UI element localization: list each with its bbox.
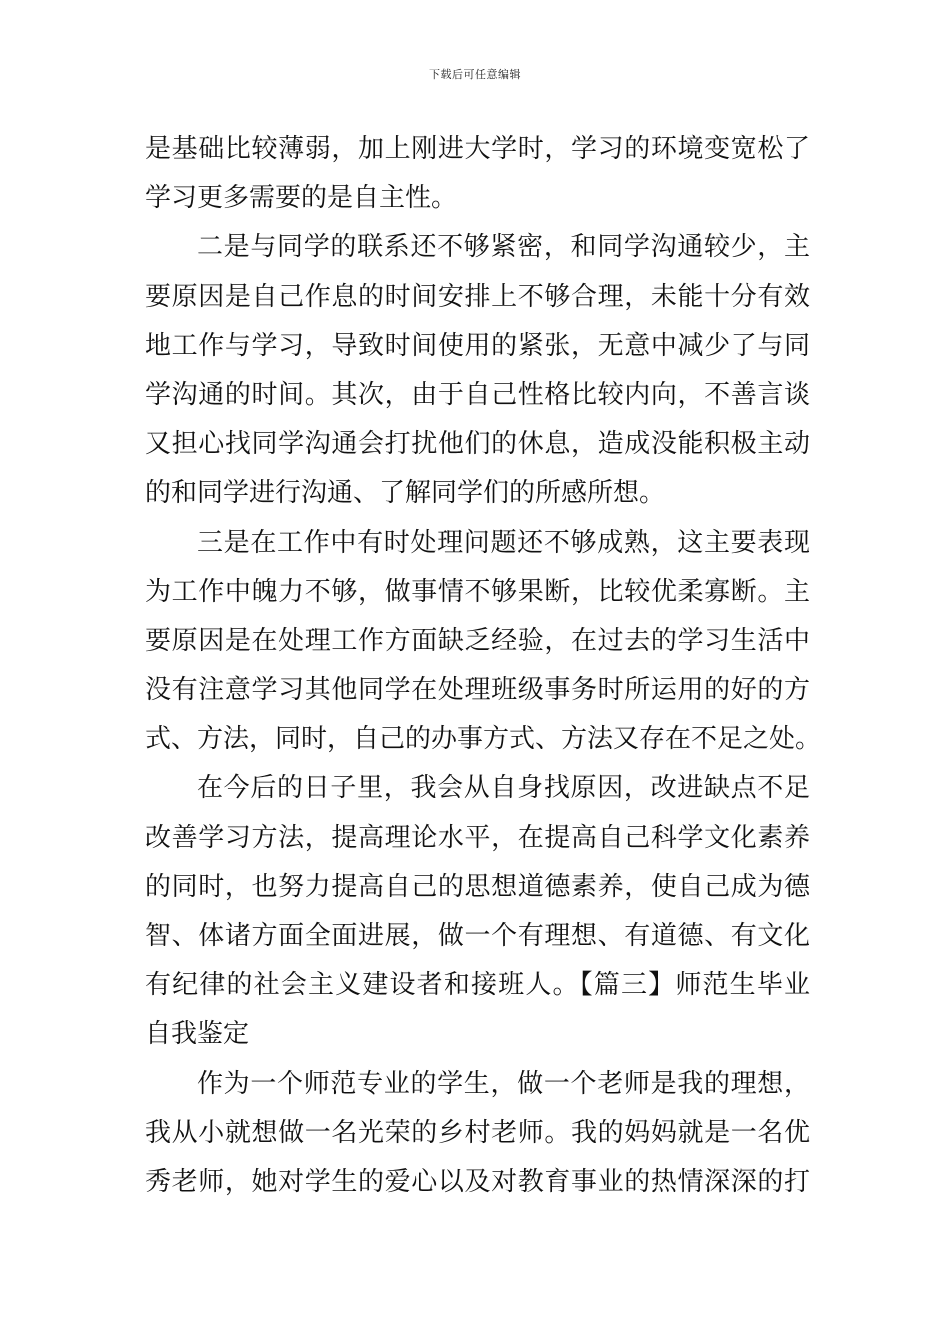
text-line: 作为一个师范专业的学生，做一个老师是我的理想， [197, 1068, 810, 1099]
text-line: 的同时，也努力提高自己的思想道德素养，使自己成为德 [145, 871, 810, 902]
text-line: 为工作中魄力不够，做事情不够果断，比较优柔寡断。主 [145, 576, 810, 607]
text-line: 没有注意学习其他同学在处理班级事务时所运用的好的方 [145, 675, 810, 706]
text-line: 三是在工作中有时处理问题还不够成熟，这主要表现 [197, 527, 810, 558]
text-line: 有纪律的社会主义建设者和接班人。【篇三】师范生毕业 [145, 970, 810, 1001]
text-line: 是基础比较薄弱，加上刚进大学时，学习的环境变宽松了 [145, 134, 810, 164]
page-header-note: 下载后可任意编辑 [429, 68, 521, 81]
text-line: 要原因是在处理工作方面缺乏经验，在过去的学习生活中 [145, 625, 810, 656]
text-line: 式、方法，同时，自己的办事方式、方法又存在不足之处。 [145, 724, 822, 755]
text-line: 的和同学进行沟通、了解同学们的所感所想。 [145, 478, 666, 509]
text-line: 二是与同学的联系还不够紧密，和同学沟通较少，主 [197, 232, 810, 263]
text-line: 在今后的日子里，我会从自身找原因，改进缺点不足 [197, 773, 810, 804]
text-line: 要原因是自己作息的时间安排上不够合理，未能十分有效 [145, 281, 810, 312]
text-line: 学习更多需要的是自主性。 [145, 183, 458, 214]
document-body [145, 125, 822, 1207]
text-line: 又担心找同学沟通会打扰他们的休息，造成没能积极主动 [145, 429, 810, 460]
text-line: 学沟通的时间。其次，由于自己性格比较内向，不善言谈 [145, 379, 810, 410]
text-line: 智、体诸方面全面进展，做一个有理想、有道德、有文化 [145, 921, 810, 951]
text-line: 我从小就想做一名光荣的乡村老师。我的妈妈就是一名优 [145, 1117, 810, 1148]
text-line: 秀老师，她对学生的爱心以及对教育事业的热情深深的打 [145, 1166, 810, 1197]
text-line: 自我鉴定 [145, 1019, 250, 1050]
text-line: 改善学习方法，提高理论水平，在提高自己科学文化素养 [145, 822, 810, 853]
text-line: 地工作与学习，导致时间使用的紧张，无意中减少了与同 [145, 330, 810, 361]
